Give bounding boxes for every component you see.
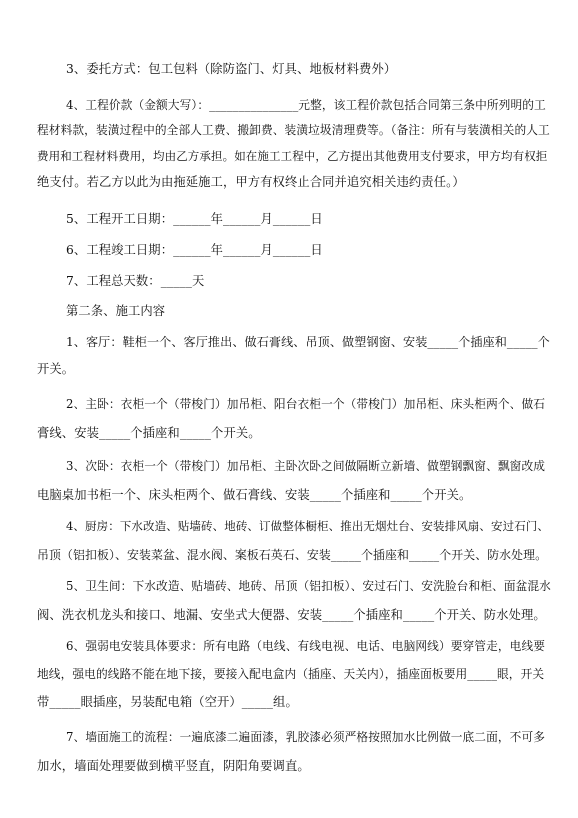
clause-3-contract-method: 3、委托方式：包工包料（除防盗门、灯具、地板材料费外） xyxy=(66,62,397,76)
clause-4-price-line-2: 程材料款，装潢过程中的全部人工费、搬卸费、装潢垃圾清理费等。（备注：所有与装潢相关的人工 xyxy=(37,123,550,137)
clause-6-completion-date: 6、工程竣工日期：______年______月______日 xyxy=(66,243,323,257)
item-5-bathroom-line-2: 阀、洗衣机龙头和接口、地漏、安坐式大便器、安装_____个插座和_____个开关、防水处理。 xyxy=(37,608,546,622)
item-7-wall-painting-line-1: 7、墙面施工的流程：一遍底漆二遍面漆，乳胶漆必须严格按照加水比例做一底二面，不可多 xyxy=(66,730,546,744)
item-5-bathroom-line-1: 5、卫生间：下水改造、贴墙砖、地砖、吊顶（铝扣板）、安过石门、安洗脸台和柜、面盆混水 xyxy=(66,579,551,593)
item-6-electrical-line-2: 地线，强电的线路不能在地下接，要接入配电盒内（插座、天关内），插座面板要用_____眼，开关 xyxy=(37,667,545,681)
clause-7-total-days: 7、工程总天数：_____天 xyxy=(66,274,205,288)
item-4-kitchen-line-1: 4、厨房：下水改造、贴墙砖、地砖、订做整体橱柜、推出无烟灶台、安装排风扇、安过石门、 xyxy=(66,519,550,533)
item-3-second-bedroom-line-1: 3、次卧：衣柜一个（带梭门）加吊柜、主卧次卧之间做隔断立新墙、做塑钢飘窗、飘窗改成 xyxy=(66,459,546,473)
section-heading-construction: 第二条、施工内容 xyxy=(66,304,166,318)
clause-4-price-line-3: 费用和工程材料费用，均由乙方承担。如在施工工程中，乙方提出其他费用支付要求，甲方均有权拒 xyxy=(37,149,548,163)
item-7-wall-painting-line-2: 加水，墙面处理要做到横平竖直，阴阳角要调直。 xyxy=(37,759,310,773)
clause-4-price-line-1: 4、工程价款（金额大写）：_______________元整，该工程价款包括合同第三条中所列明的工 xyxy=(66,98,546,112)
item-6-electrical-line-1: 6、强弱电安装具体要求：所有电路（电线、有线电视、电话、电脑网线）要穿管走，电线要 xyxy=(66,639,546,653)
item-3-second-bedroom-line-2: 电脑桌加书柜一个、床头柜两个、做石膏线、安装_____个插座和_____个开关。 xyxy=(37,488,472,502)
clause-4-price-line-4: 绝支付。若乙方以此为由拖延施工，甲方有权终止合同并追究相关违约责任。） xyxy=(37,175,465,189)
item-4-kitchen-line-2: 吊顶（铝扣板）、安装菜盆、混水阀、案板石英石、安装_____个插座和_____个开关、防水处理。 xyxy=(37,548,548,562)
item-2-master-bedroom-line-2: 膏线、安装_____个插座和_____个开关。 xyxy=(37,426,261,440)
item-1-living-room-line-2: 开关。 xyxy=(37,362,75,376)
item-6-electrical-line-3: 带_____眼插座，另装配电箱（空开）_____组。 xyxy=(37,695,298,709)
clause-5-start-date: 5、工程开工日期：______年______月______日 xyxy=(66,212,323,226)
item-2-master-bedroom-line-1: 2、主卧：衣柜一个（带梭门）加吊柜、阳台衣柜一个（带梭门）加吊柜、床头柜两个、做石 xyxy=(66,397,546,411)
item-1-living-room-line-1: 1、客厅：鞋柜一个、客厅推出、做石膏线、吊顶、做塑钢窗、安装_____个插座和_____个 xyxy=(66,335,550,349)
